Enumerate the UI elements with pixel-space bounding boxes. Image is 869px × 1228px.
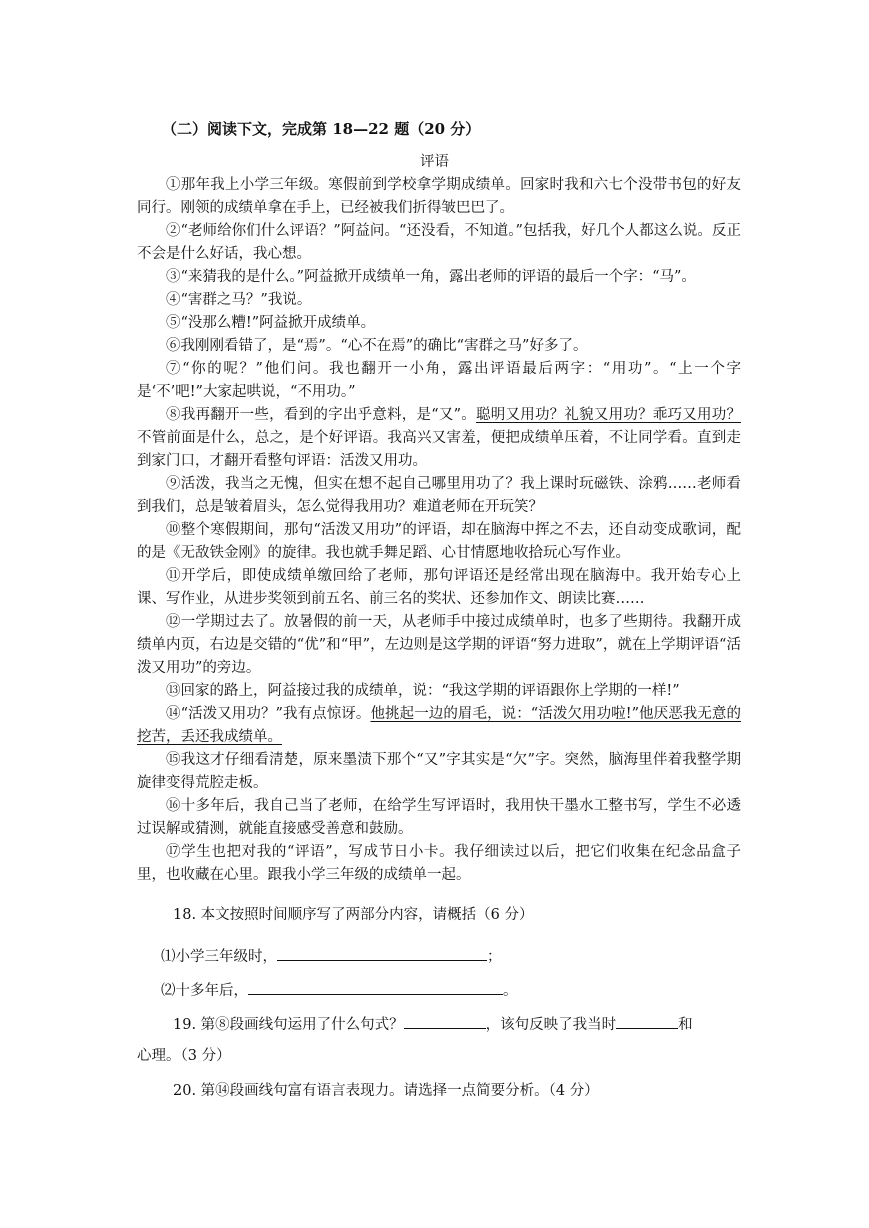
section-heading: （二）阅读下文，完成第 18—22 题（20 分）: [162, 120, 481, 138]
question-19-line-1: [173, 1012, 693, 1036]
paragraph-7: ⑦“你的呢？”他们问。我也翻开一小角，露出评语最后两字：“用功”。“上一个字是‘不’吧!”大家起哄说，“不用功。”: [137, 361, 741, 400]
paragraph-6: ⑥我刚刚看错了，是“焉”。“心不在焉”的确比“害群之马”好多了。: [166, 338, 588, 354]
paragraph-4: ④“害群之马？”我说。: [166, 292, 312, 308]
paragraph-11: ⑪开学后，即使成绩单缴回给了老师，那句评语还是经常出现在脑海中。我开始专心上课、写作业，从进步奖领到前五名、前三名的奖状、还参加作文、朗读比赛……: [137, 568, 741, 607]
paragraph-5: ⑤“没那么糟!”阿益掀开成绩单。: [166, 315, 376, 331]
paragraph-8-before: ⑧我再翻开一些，看到的字出乎意料，是“又”。: [166, 407, 476, 423]
question-19-part-1: 19. 第⑧段画线句运用了什么句式？: [173, 1017, 404, 1033]
answer-blank-18-1[interactable]: [277, 944, 487, 961]
question-18-prompt: 18. 本文按照时间顺序写了两部分内容，请概括（6 分）: [173, 907, 534, 923]
answer-blank-19-1[interactable]: [404, 1012, 486, 1029]
answer-blank-19-2[interactable]: [616, 1012, 678, 1029]
paragraph-8-underlined-sentence: 聪明又用功？礼貌又用功？乖巧又用功？: [476, 407, 741, 423]
paragraph-17: ⑰学生也把对我的“评语”，写成节日小卡。我仔细读过以后，把它们收集在纪念品盒子里，也收藏在心里。跟我小学三年级的成绩单一起。: [137, 844, 741, 883]
question-19-part-2: ，该句反映了我当时: [485, 1017, 617, 1033]
paragraph-8-after: 不管前面是什么，总之，是个好评语。我高兴又害羞，便把成绩单压着，不让同学看。直到走到家门口，才翻开看整句评语：活泼又用功。: [137, 430, 741, 469]
article-title: 评语: [420, 154, 449, 170]
question-18-item-2-label: ⑵十多年后，: [161, 983, 248, 999]
question-19-line-2: 心理。（3 分）: [137, 1048, 231, 1064]
article-body: [137, 174, 741, 887]
question-18-item-1-end: ；: [487, 949, 502, 965]
paragraph-16: ⑯十多年后，我自己当了老师，在给学生写评语时，我用快干墨水工整书写，学生不必透过误解或猜测，就能直接感受善意和鼓励。: [137, 798, 741, 837]
paragraph-12: ⑫一学期过去了。放暑假的前一天，从老师手中接过成绩单时，也多了些期待。我翻开成绩单内页，右边是交错的“优”和“甲”，左边则是这学期的评语“努力进取”，就在上学期评语“活泼又用功”的旁边。: [137, 614, 741, 676]
paragraph-13: ⑬回家的路上，阿益接过我的成绩单，说：“我这学期的评语跟你上学期的一样!”: [166, 683, 680, 699]
question-18-item-2-end: 。: [503, 983, 518, 999]
question-19-part-3: 和: [678, 1017, 693, 1033]
paragraph-14-underlined-sentence: 他挑起一边的眉毛，说：“活泼欠用功啦!”他厌恶我无意的挖苦，丢还我成绩单。: [137, 706, 742, 745]
paragraph-3: ③“来猜我的是什么。”阿益掀开成绩单一角，露出老师的评语的最后一个字：“马”。: [166, 269, 696, 285]
paragraph-9: ⑨活泼，我当之无愧，但实在想不起自己哪里用功了？我上课时玩磁铁、涂鸦……老师看到我们，总是皱着眉头，怎么觉得我用功？难道老师在开玩笑？: [137, 476, 741, 515]
question-18-item-1: [161, 944, 502, 968]
paragraph-8: [137, 404, 741, 473]
answer-blank-18-2[interactable]: [248, 978, 503, 995]
paragraph-10: ⑩整个寒假期间，那句“活泼又用功”的评语，却在脑海中挥之不去，还自动变成歌词，配的是《无敌铁金刚》的旋律。我也就手舞足蹈、心甘情愿地收拾玩心写作业。: [137, 522, 741, 561]
paragraph-14-before: ⑭“活泼又用功？”我有点惊讶。: [166, 706, 371, 722]
paragraph-1: ①那年我上小学三年级。寒假前到学校拿学期成绩单。回家时我和六七个没带书包的好友同行。刚领的成绩单拿在手上，已经被我们折得皱巴巴了。: [137, 177, 741, 216]
question-18-item-2: [161, 978, 518, 1002]
question-20-prompt: 20. 第⑭段画线句富有语言表现力。请选择一点简要分析。（4 分）: [173, 1083, 599, 1099]
paragraph-2: ②“老师给你们什么评语？”阿益问。“还没看，不知道。”包括我，好几个人都这么说。反正不会是什么好话，我心想。: [137, 223, 741, 262]
paragraph-14: [137, 703, 741, 749]
paragraph-15: ⑮我这才仔细看清楚，原来墨渍下那个“又”字其实是“欠”字。突然，脑海里伴着我整学期旋律变得荒腔走板。: [137, 752, 741, 791]
question-18-item-1-label: ⑴小学三年级时，: [161, 949, 277, 965]
